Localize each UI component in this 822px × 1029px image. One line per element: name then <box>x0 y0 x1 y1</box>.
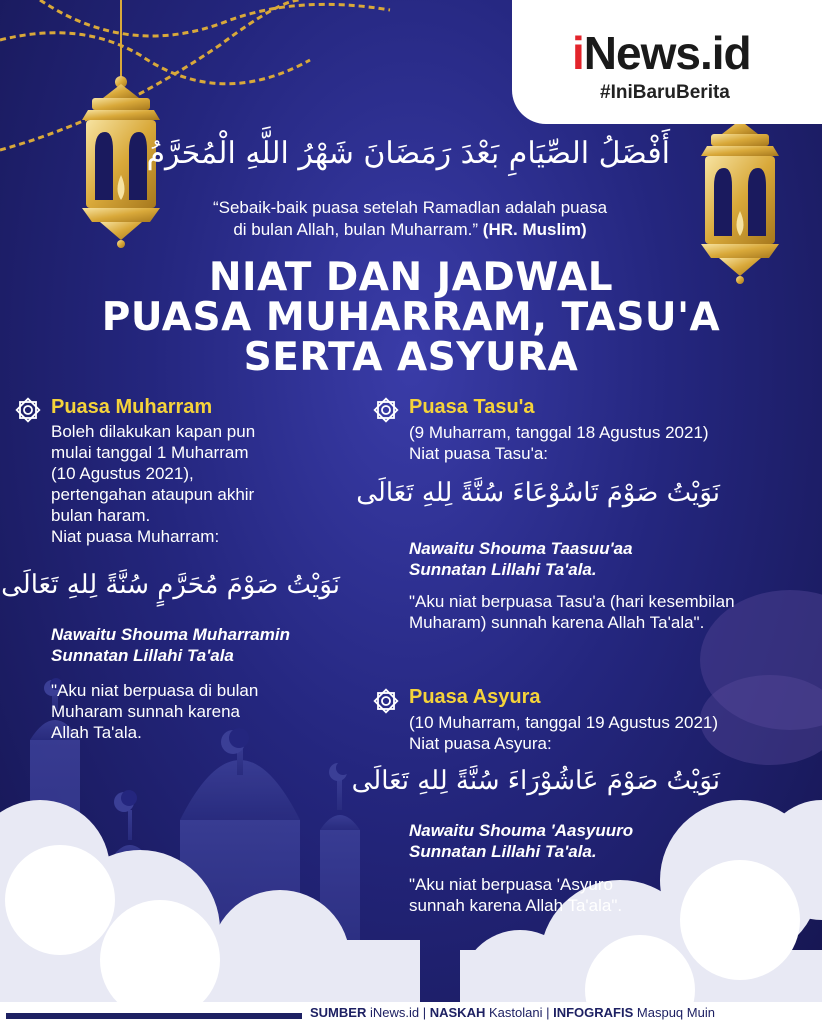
asyura-description: (10 Muharram, tanggal 19 Agustus 2021) Niat puasa Asyura: <box>409 713 719 753</box>
asyura-niat-meaning: "Aku niat berpuasa 'Asyuro sunnah karena Allah Ta'ala". <box>409 875 623 915</box>
muharram-niat-latin: Nawaitu Shouma Muharramin Sunnatan Lillahi Ta'ala <box>51 625 290 665</box>
asyura-heading: Puasa Asyura <box>409 686 541 708</box>
footer-credits: SUMBER iNews.id | NASKAH Kastolani | INFOGRAFIS Maspuq Muin <box>310 1005 715 1020</box>
hadith-source: (HR. Muslim) <box>482 220 587 239</box>
muharram-niat-meaning: "Aku niat berpuasa di bulan Muharam sunnah karena Allah Ta'ala. <box>51 681 259 742</box>
page-title: NIAT DAN JADWAL PUASA MUHARRAM, TASU'A SERTA ASYURA <box>101 255 721 380</box>
hadith-translation: “Sebaik-baik puasa setelah Ramadlan adalah puasa di bulan Allah, bulan Muharram.” (HR. Muslim) <box>212 198 608 239</box>
inews-logo: iNews.id <box>572 27 751 79</box>
hadith-arabic: أَفْضَلُ الصِّيَامِ بَعْدَ رَمَضَانَ شَهْرُ اللَّهِ الْمُحَرَّمُ <box>146 136 670 171</box>
muharram-niat-arabic: نَوَيْتُ صَوْمَ مُحَرَّمٍ سُنَّةً لِلهِ تَعَالَى <box>1 570 340 600</box>
tasua-description: (9 Muharram, tanggal 18 Agustus 2021) Niat puasa Tasu'a: <box>409 423 709 463</box>
brand-tagline: #IniBaruBerita <box>600 82 730 103</box>
asyura-niat-arabic: نَوَيْتُ صَوْمَ عَاشُوْرَاءَ سُنَّةً لِلهِ تَعَالَى <box>351 766 720 796</box>
mandala-icon <box>372 687 400 715</box>
mandala-icon <box>372 396 400 424</box>
asyura-niat-latin: Nawaitu Shouma 'Aasyuuro Sunnatan Lillahi Ta'ala. <box>409 821 634 861</box>
tasua-heading: Puasa Tasu'a <box>409 396 535 418</box>
tasua-niat-arabic: نَوَيْتُ صَوْمَ تَاسُوْعَاءَ سُنَّةً لِلهِ تَعَالَى <box>356 478 720 508</box>
tasua-niat-latin: Nawaitu Shouma Taasuu'aa Sunnatan Lillahi Ta'ala. <box>409 539 633 579</box>
footer-accent-line <box>6 1013 302 1019</box>
muharram-heading: Puasa Muharram <box>51 396 213 418</box>
mandala-icon <box>14 396 42 424</box>
tasua-niat-meaning: "Aku niat berpuasa Tasu'a (hari kesembilan Muharam) sunnah karena Allah Ta'ala". <box>409 592 735 632</box>
muharram-description: Boleh dilakukan kapan pun mulai tanggal 1 Muharram (10 Agustus 2021), pertengahan ataupun akhir bulan haram. Niat puasa Muharram: <box>51 422 256 546</box>
